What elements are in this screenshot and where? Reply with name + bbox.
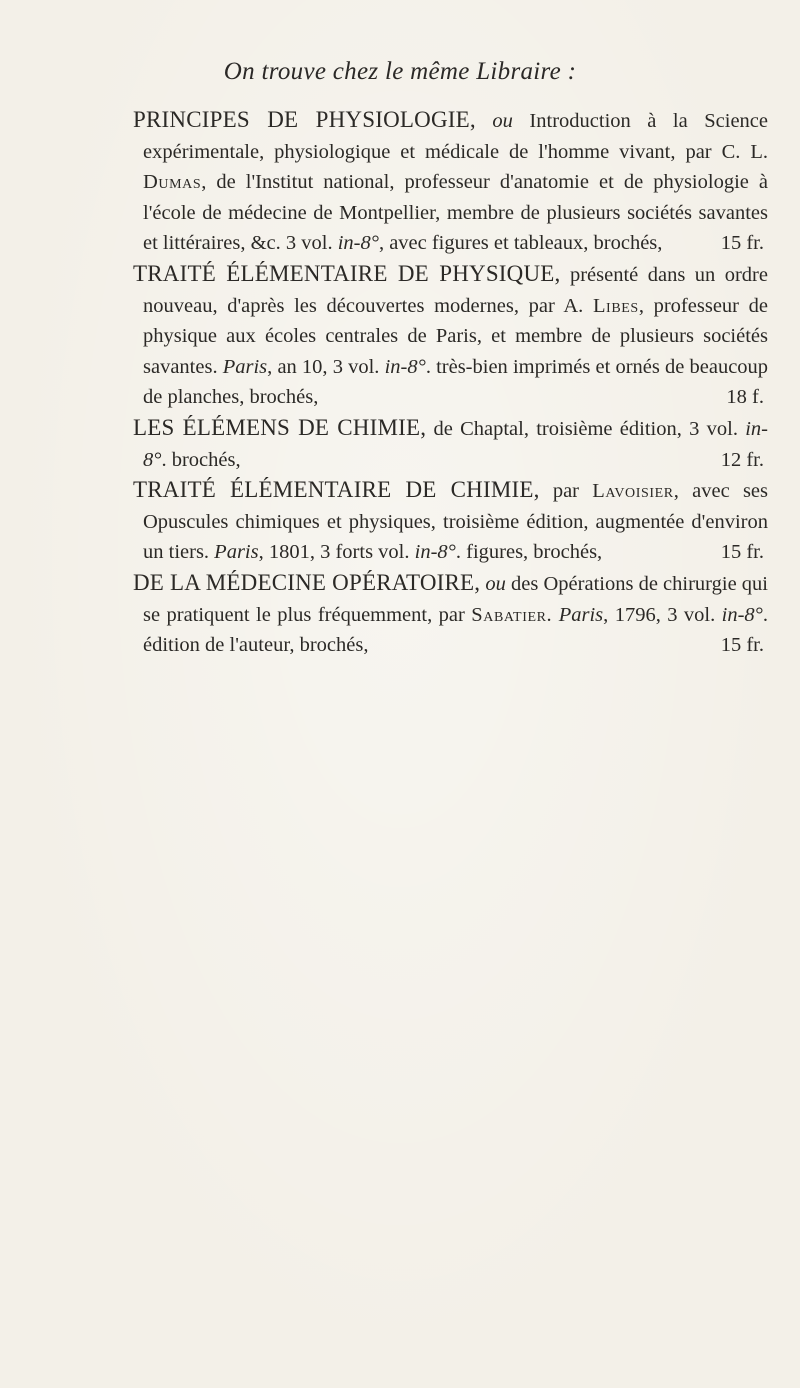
book-price: 15 fr. — [720, 232, 764, 255]
book-text: , 1801, 3 forts vol. — [258, 541, 410, 564]
book-title: PRINCIPES DE PHYSIOLOGIE, — [133, 107, 476, 132]
book-text: , avec figures et tableaux, brochés, — [378, 232, 663, 255]
book-format: in-8° — [384, 355, 426, 378]
book-text: , avec ses Opuscules chimiques et physiques, troisième édition, augmentée d'environ un tiers. — [143, 480, 769, 564]
book-entry-physiologie — [133, 105, 768, 259]
book-author: Lavoisier — [592, 480, 674, 503]
book-place: Paris — [222, 355, 268, 378]
book-title: LES ÉLÉMENS DE CHIMIE, — [133, 414, 427, 440]
book-text: . brochés, — [161, 448, 241, 471]
book-entry-chimie-chaptal — [133, 413, 768, 475]
book-place: Paris — [558, 603, 604, 626]
book-text: . édition de l'auteur, brochés, — [143, 603, 769, 657]
book-text: , de l'Institut national, professeur d'anatomie et de physiologie à l'école de médecine de Montpellier, membre de plusieurs sociétés savantes et littéraires, &c. 3 vol. — [143, 171, 768, 255]
book-price: 15 fr. — [720, 634, 764, 657]
book-text: ou — [485, 572, 506, 595]
book-text: ou — [492, 110, 513, 132]
book-text: de Chaptal, troisième édition, 3 vol. — [433, 417, 738, 440]
book-title: TRAITÉ ÉLÉMENTAIRE DE CHIMIE, — [133, 477, 540, 503]
book-author: Dumas — [143, 171, 202, 194]
book-text: , 1796, 3 vol. — [603, 603, 716, 626]
book-author: Libes — [592, 294, 639, 317]
book-entry-physique — [133, 259, 768, 413]
book-price: 18 f. — [726, 386, 764, 409]
book-text: . figures, brochés, — [455, 541, 603, 564]
book-price: 12 fr. — [720, 448, 764, 471]
book-author: Sabatier. — [471, 603, 553, 626]
book-place: Paris — [214, 541, 259, 564]
book-entry-chimie-lavoisier — [133, 475, 768, 568]
book-text: par — [552, 480, 580, 503]
book-price: 15 fr. — [720, 541, 764, 564]
book-entry-medecine-operatoire — [133, 568, 768, 661]
book-text: Introduction à la Science expérimentale, physiologique et médicale de l'homme vivant, par C. L. — [143, 110, 769, 163]
book-text: . très-bien imprimés et ornés de beaucoup de planches, brochés, — [143, 355, 769, 409]
book-format: in-8° — [721, 603, 763, 626]
book-format: in-8° — [414, 541, 456, 564]
book-title: TRAITÉ ÉLÉMENTAIRE DE PHYSIQUE, — [133, 260, 561, 286]
book-format: in-8° — [143, 417, 768, 471]
book-text: , professeur de physique aux écoles centrales de Paris, et membre de plusieurs sociétés savantes. — [143, 294, 769, 378]
book-list — [133, 105, 768, 661]
book-text: des Opérations de chirurgie qui se pratiquent le plus fréquemment, par — [143, 572, 769, 626]
book-title: DE LA MÉDECINE OPÉRATOIRE, — [133, 569, 481, 595]
book-format: in-8° — [337, 232, 379, 255]
book-text: présenté dans un ordre nouveau, d'après les découvertes modernes, par A. — [143, 263, 768, 317]
book-text: , an 10, 3 vol. — [267, 355, 380, 378]
page-header: On trouve chez le même Libraire : — [223, 58, 577, 85]
